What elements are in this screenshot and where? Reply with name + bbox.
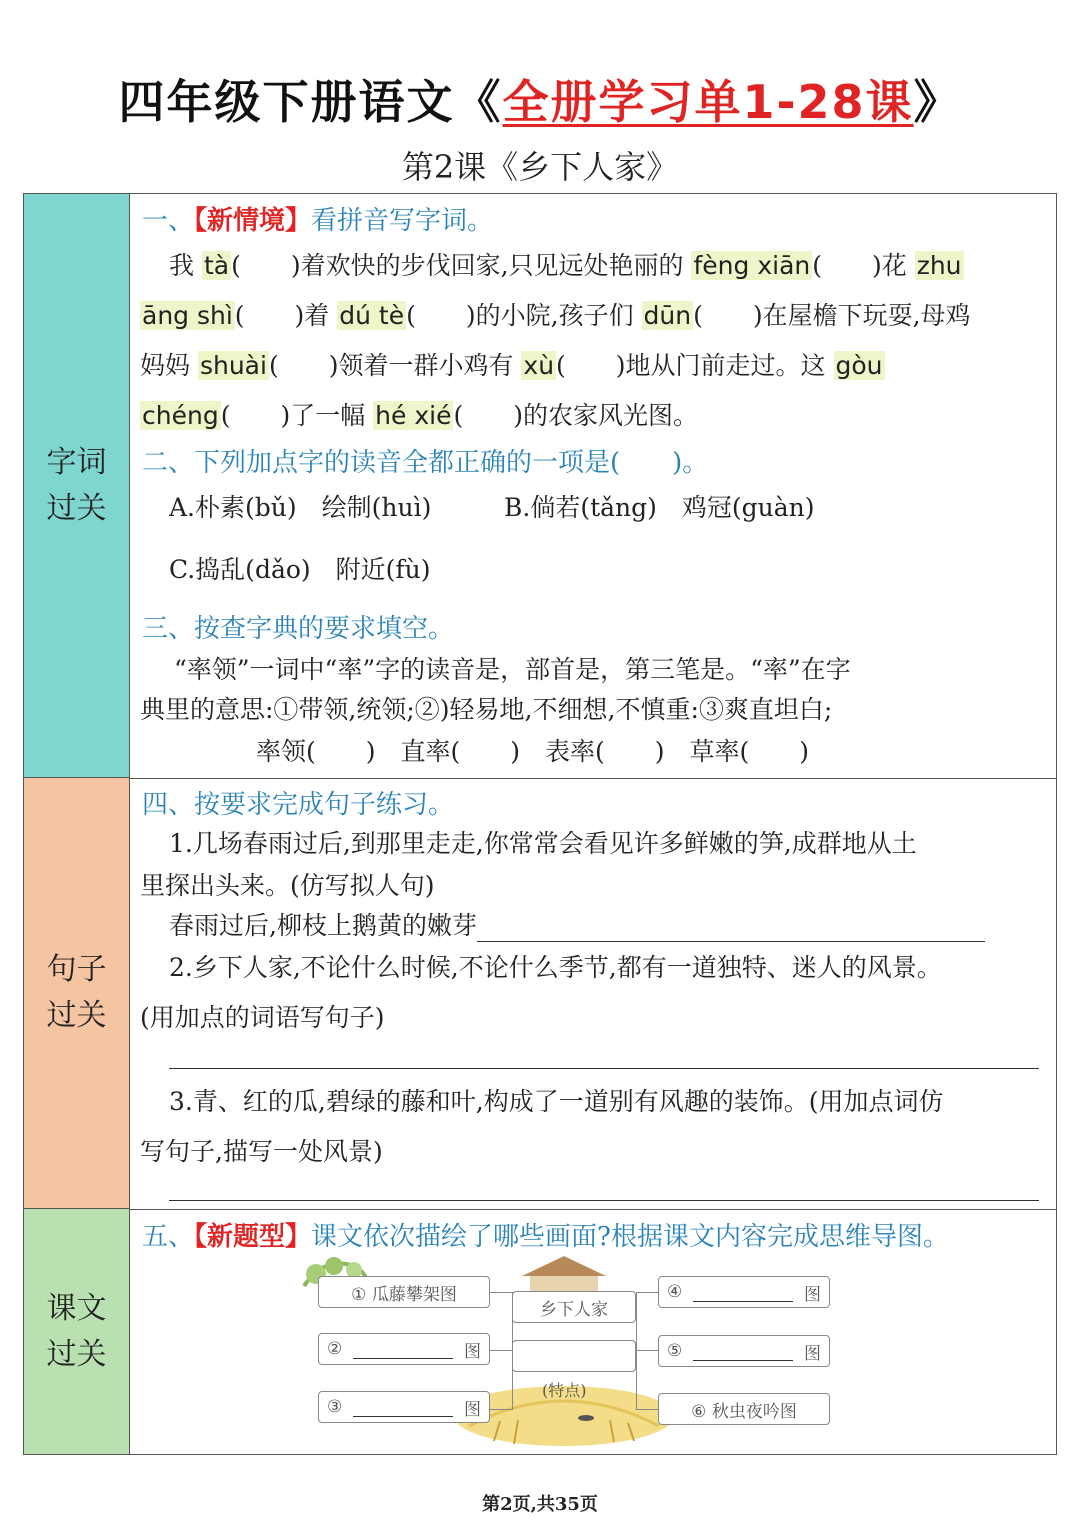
mindmap-box-3[interactable] xyxy=(318,1391,490,1423)
connector-left-mid xyxy=(490,1350,512,1351)
section-label-text: 句子过关 xyxy=(46,952,107,1033)
mindmap-feature-label: (特点) xyxy=(542,1381,587,1400)
text: ( )在屋檐下玩耍,母鸡 xyxy=(693,301,971,330)
pinyin: āng shì xyxy=(142,301,233,330)
center-label: 乡下人家 xyxy=(540,1299,608,1320)
q1-line2 xyxy=(140,296,971,332)
answer-line[interactable] xyxy=(693,1283,793,1302)
mindmap-box-4[interactable] xyxy=(658,1276,830,1308)
q4-heading: 四、按要求完成句子练习。 xyxy=(142,790,455,820)
answer-line[interactable] xyxy=(353,1398,453,1417)
q3-heading: 三、按查字典的要求填空。 xyxy=(142,614,455,644)
q2-option-b[interactable]: B.倘若(tǎng) 鸡冠(guàn) xyxy=(504,493,815,522)
q3-line1: “率领”一词中“率”字的读音是，部首是，第三笔是。“率”在字 xyxy=(174,655,851,684)
q1-num: 一、 xyxy=(142,206,195,236)
connector-right xyxy=(636,1292,659,1410)
title-suffix: 》 xyxy=(913,75,962,129)
mindmap-box-6 xyxy=(658,1393,830,1425)
lesson-title: 第2课《乡下人家》 xyxy=(401,148,679,186)
answer-line[interactable] xyxy=(169,1068,1039,1069)
box-suffix: 图 xyxy=(804,1343,821,1364)
section-label-text-review xyxy=(24,1209,130,1454)
text: ( )的小院,孩子们 xyxy=(406,301,642,330)
mindmap-box-2[interactable] xyxy=(318,1333,490,1365)
worksheet-table xyxy=(23,193,1057,1455)
q2-option-a[interactable]: A.朴素(bǔ) 绘制(huì) xyxy=(169,493,432,522)
q1-line4 xyxy=(140,396,698,432)
answer-line[interactable] xyxy=(169,1200,1039,1201)
pinyin: zhu xyxy=(916,251,962,280)
text: ( )的农家风光图。 xyxy=(453,401,698,430)
pinyin: xù xyxy=(523,351,555,380)
pinyin: fèng xiān xyxy=(693,251,811,280)
pinyin: gòu xyxy=(835,351,883,380)
answer-line[interactable] xyxy=(693,1342,793,1361)
box-suffix: 图 xyxy=(464,1399,481,1420)
q3-line3: 率领( ) 直率( ) 表率( ) 草率( ) xyxy=(256,737,810,766)
section-label-sentences xyxy=(24,778,130,1209)
box-label: ② xyxy=(327,1339,343,1359)
answer-line[interactable] xyxy=(353,1340,453,1359)
page-title xyxy=(0,66,1080,132)
box-suffix: 图 xyxy=(464,1341,481,1362)
connector-left xyxy=(490,1292,513,1410)
section-label-words xyxy=(24,194,130,778)
text: 我 xyxy=(169,251,202,280)
box-label: ③ xyxy=(327,1397,343,1417)
q4-s3a: 3.青、红的瓜,碧绿的藤和叶,构成了一道别有风趣的装饰。(用加点词仿 xyxy=(169,1087,944,1116)
text: ( )地从门前走过。这 xyxy=(556,351,834,380)
title-prefix: 四年级下册语文《 xyxy=(118,75,503,129)
q3-line2: 典里的意思:①带领,统领;②)轻易地,不细想,不慎重:③爽直坦白; xyxy=(140,695,833,724)
q1-line1 xyxy=(169,246,964,282)
text: ( )着欢快的步伐回家,只见远处艳丽的 xyxy=(231,251,692,280)
q5-tag: 【新题型】 xyxy=(194,1222,312,1252)
q4-s1b: 里探出头来。(仿写拟人句) xyxy=(140,871,435,900)
pinyin: hé xié xyxy=(375,401,452,430)
page-number: 第2页,共35页 xyxy=(482,1494,598,1515)
text: ( )领着一群小鸡有 xyxy=(268,351,522,380)
box-suffix: 图 xyxy=(804,1284,821,1305)
section-label-text: 字词过关 xyxy=(46,444,107,526)
text: ( )着 xyxy=(234,301,338,330)
pinyin: tà xyxy=(203,251,230,280)
q4-s1c-text: 春雨过后,柳枝上鹅黄的嫩芽 xyxy=(169,911,477,940)
q4-s1a: 1.几场春雨过后,到那里走走,你常常会看见许多鲜嫩的笋,成群地从土 xyxy=(169,829,917,858)
box-label: ⑥ 秋虫夜吟图 xyxy=(691,1401,797,1422)
text: ( )花 xyxy=(812,251,915,280)
q5-num: 五、 xyxy=(142,1222,195,1252)
title-highlight: 全册学习单1-28课 xyxy=(502,75,914,129)
pinyin: chéng xyxy=(142,401,219,430)
text: 妈妈 xyxy=(140,351,198,380)
q4-s3b: 写句子,描写一处风景) xyxy=(140,1137,383,1166)
mindmap-center-blank[interactable] xyxy=(512,1340,636,1372)
answer-line[interactable] xyxy=(477,917,985,942)
row-divider xyxy=(130,1209,1056,1210)
q4-s1c xyxy=(169,906,985,942)
text: ( )了一幅 xyxy=(220,401,374,430)
mindmap-center xyxy=(512,1291,636,1323)
q5-heading xyxy=(142,1216,949,1253)
q2-heading: 二、下列加点字的读音全都正确的一项是( )。 xyxy=(142,448,709,478)
q5-text: 课文依次描绘了哪些画面?根据课文内容完成思维导图。 xyxy=(311,1222,949,1252)
q4-s2a: 2.乡下人家,不论什么时候,不论什么季节,都有一道独特、迷人的风景。 xyxy=(169,953,942,982)
mindmap-box-5[interactable] xyxy=(658,1335,830,1367)
box-label: ④ xyxy=(667,1282,683,1302)
pinyin: shuài xyxy=(199,351,267,380)
q1-text: 看拼音写字词。 xyxy=(311,206,494,236)
q2-option-c[interactable]: C.捣乱(dǎo) 附近(fù) xyxy=(169,555,431,584)
box-label: ① 瓜藤攀架图 xyxy=(351,1284,457,1305)
mindmap-box-1 xyxy=(318,1276,490,1308)
box-label: ⑤ xyxy=(667,1341,683,1361)
q1-heading xyxy=(142,200,493,237)
pinyin: dūn xyxy=(643,301,692,330)
row-divider xyxy=(130,778,1056,779)
q1-line3 xyxy=(140,346,885,382)
q4-s2b: (用加点的词语写句子) xyxy=(140,1003,385,1032)
section-label-text: 课文过关 xyxy=(46,1290,107,1372)
q1-tag: 【新情境】 xyxy=(194,206,312,236)
pinyin: dú tè xyxy=(339,301,405,330)
connector-right-mid xyxy=(636,1350,658,1351)
